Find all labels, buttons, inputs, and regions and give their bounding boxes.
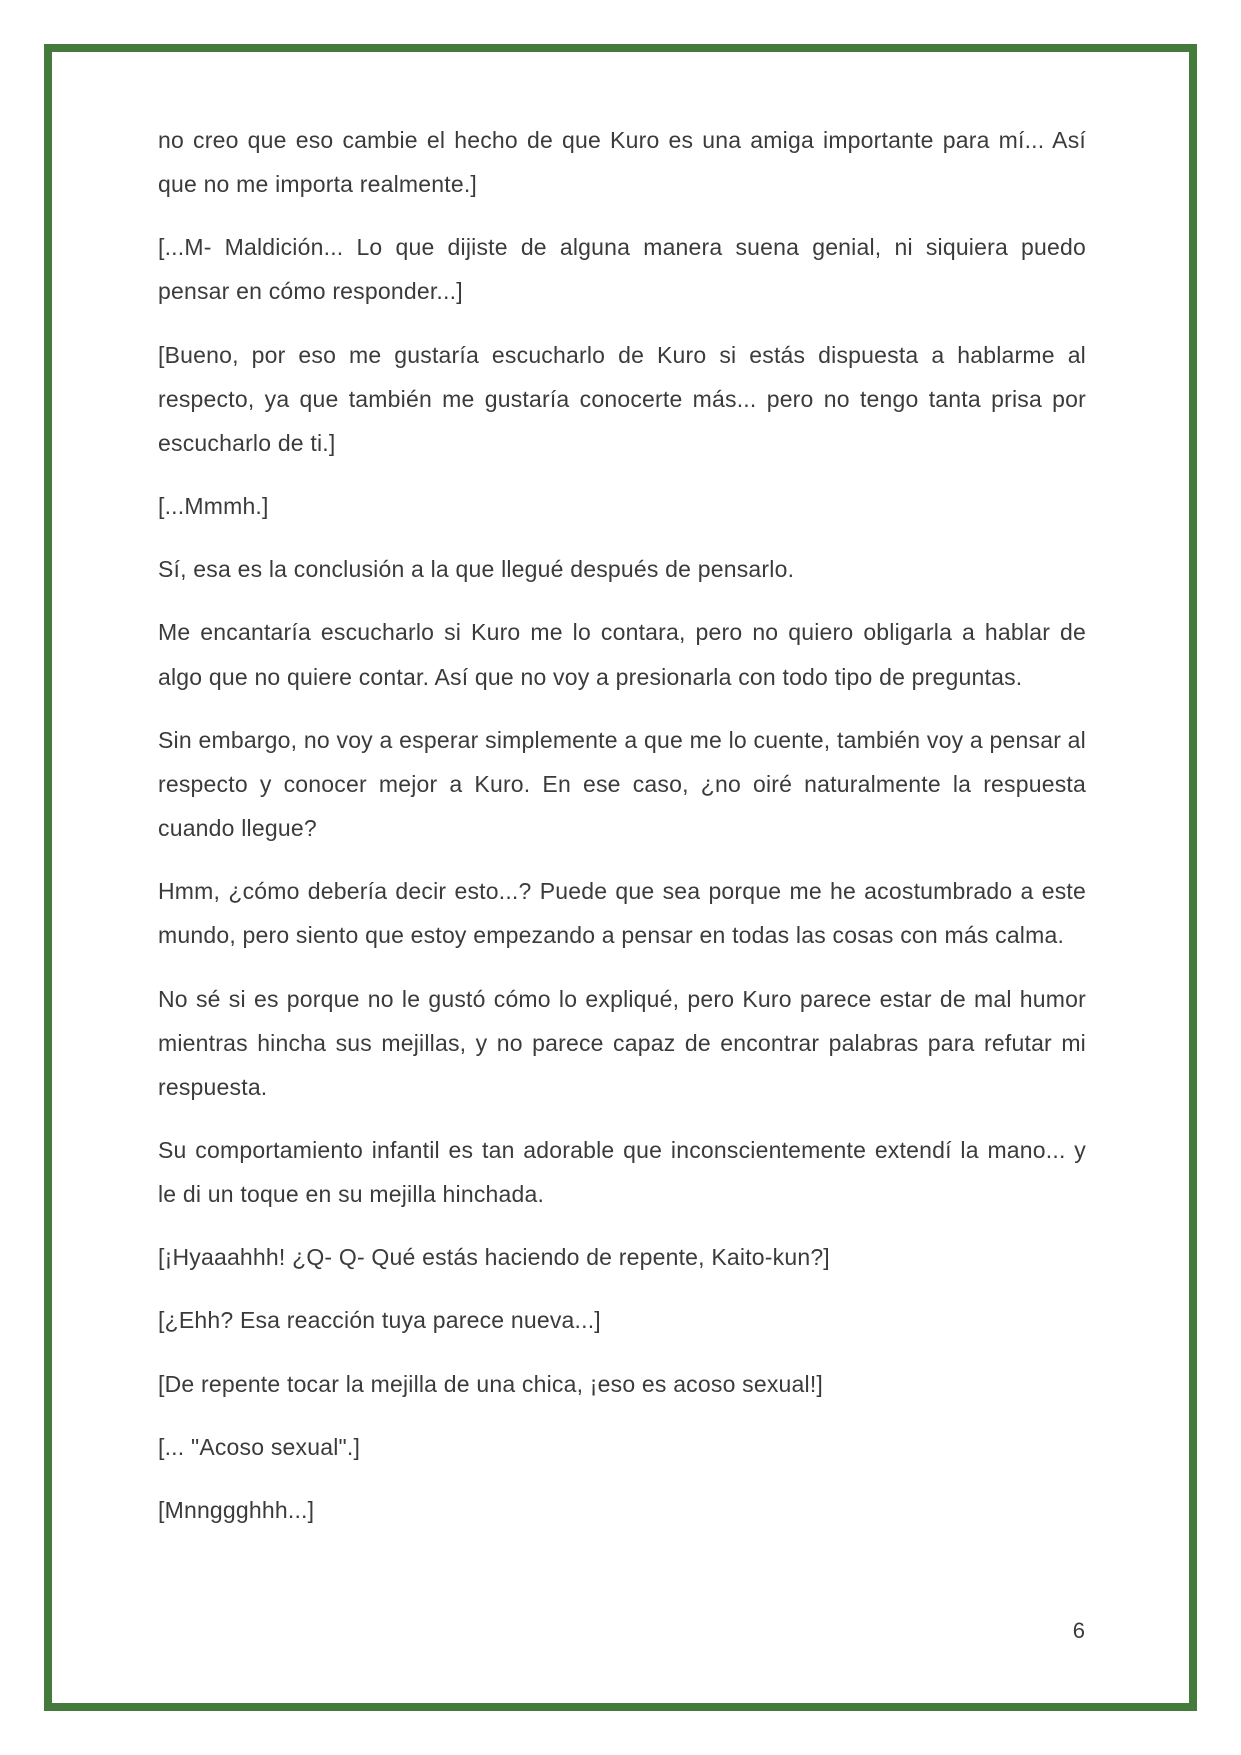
paragraph: [¡Hyaaahhh! ¿Q- Q- Qué estás haciendo de repente, Kaito-kun?]: [158, 1244, 830, 1271]
paragraph: Sí, esa es la conclusión a la que llegué después de pensarlo.: [158, 556, 795, 583]
paragraph: No sé si es porque no le gustó cómo lo expliqué, pero Kuro parece estar de mal humor mientras hincha sus mejillas, y no parece capaz de encontrar palabras para refutar mi respuesta.: [158, 985, 1086, 1100]
paragraph: [Mnnggghhh...]: [158, 1496, 315, 1523]
paragraph: [... "Acoso sexual".]: [158, 1433, 361, 1460]
paragraph: [...Mmmh.]: [158, 493, 269, 520]
paragraph: Su comportamiento infantil es tan adorable que inconscientemente extendí la mano... y le di un toque en su mejilla hinchada.: [158, 1136, 1086, 1208]
page-number: 6: [1072, 1618, 1085, 1643]
paragraph: [¿Ehh? Esa reacción tuya parece nueva...]: [158, 1307, 601, 1334]
paragraph: [...M- Maldición... Lo que dijiste de alguna manera suena genial, ni siquiera puedo pensar en cómo responder...]: [158, 234, 1086, 305]
paragraph: Sin embargo, no voy a esperar simplemente a que me lo cuente, también voy a pensar al respecto y conocer mejor a Kuro. En ese caso, ¿no oiré naturalmente la respuesta cuando llegue?: [158, 726, 1086, 842]
paragraph: [Bueno, por eso me gustaría escucharlo de Kuro si estás dispuesta a hablarme al respecto, ya que también me gustaría conocerte más... pero no tengo tanta prisa por escucharlo de ti.]: [158, 341, 1086, 456]
page-content: [158, 118, 1086, 1551]
paragraph: [De repente tocar la mejilla de una chica, ¡eso es acoso sexual!]: [158, 1370, 824, 1397]
paragraph: no creo que eso cambie el hecho de que Kuro es una amiga importante para mí... Así que no me importa realmente.]: [158, 127, 1086, 198]
paragraph: Hmm, ¿cómo debería decir esto...? Puede que sea porque me he acostumbrado a este mundo, pero siento que estoy empezando a pensar en todas las cosas con más calma.: [158, 878, 1086, 949]
paragraph: Me encantaría escucharlo si Kuro me lo contara, pero no quiero obligarla a hablar de algo que no quiere contar. Así que no voy a presionarla con todo tipo de preguntas.: [158, 619, 1086, 690]
